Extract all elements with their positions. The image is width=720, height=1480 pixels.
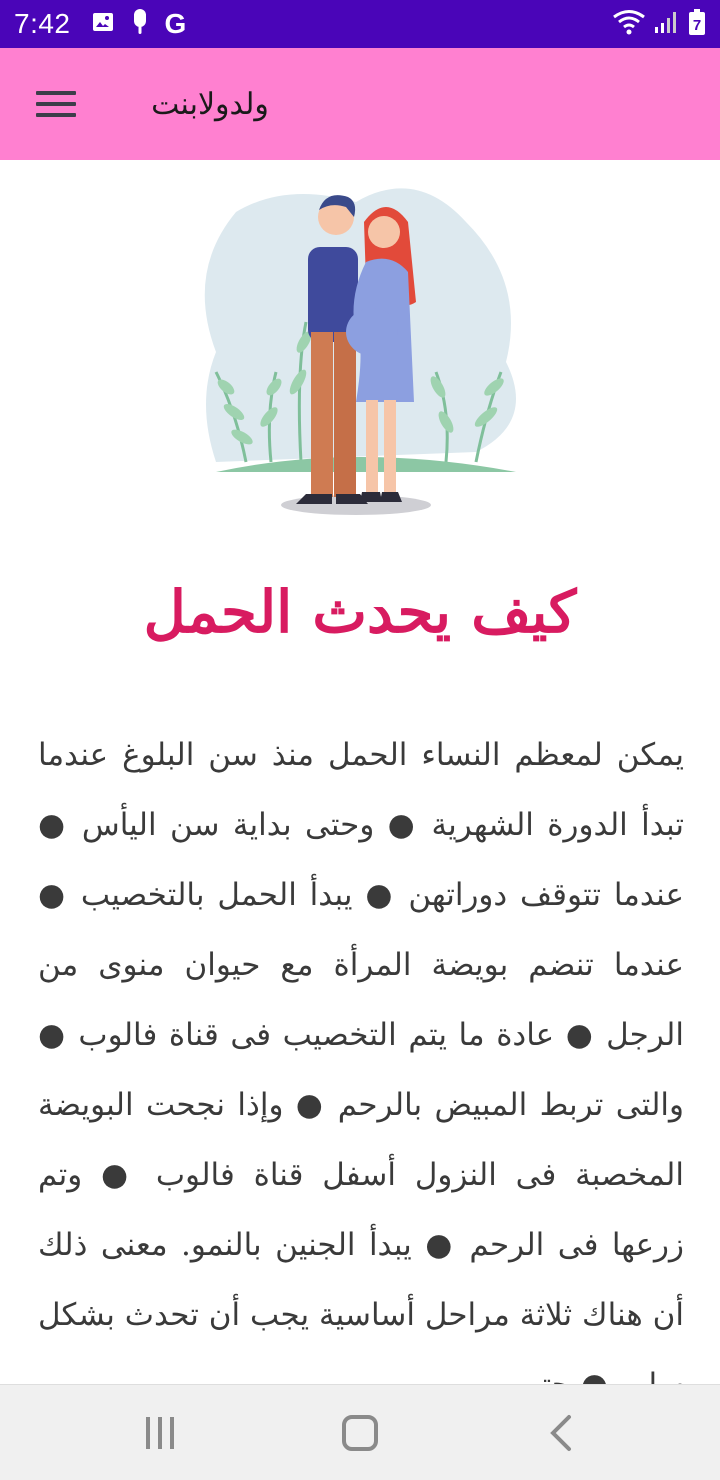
home-icon[interactable] (340, 1413, 380, 1453)
system-navigation-bar (0, 1384, 720, 1480)
g-notification-icon: G (164, 8, 187, 39)
app-title: ولدولابنت (151, 86, 269, 122)
image-icon (91, 10, 115, 38)
ice-cream-icon (131, 8, 149, 40)
back-icon[interactable] (542, 1413, 582, 1453)
page-title: كيف يحدث الحمل (143, 578, 577, 646)
signal-icon (654, 9, 680, 39)
hamburger-menu-icon[interactable] (36, 88, 76, 120)
pregnant-couple-illustration (176, 172, 546, 532)
status-notification-icons (91, 8, 187, 40)
wifi-icon (612, 9, 646, 39)
article-paragraph: يمكن لمعظم النساء الحمل منذ سن البلوغ عندما تبدأ الدورة الشهرية ● وحتى بداية سن اليأس ● عندما تتوقف دوراتهن ● يبدأ الحمل بالتخصيب ● عندما تنضم بويضة المرأة مع حيوان منوى من الرجل ● عادة ما يتم التخصيب فى قناة فالوب ● والتى تربط المبيض بالرحم ● وإذا نجحت البويضة المخصبة فى النزول أسفل قناة فالوب ● وتم زرعها فى الرحم ● يبدأ الجنين بالنمو. معنى ذلك أن هناك ثلاثة مراحل أساسية يجب أن تحدث بشكل (38, 737, 684, 1333)
recent-apps-icon[interactable] (140, 1413, 180, 1453)
status-bar (0, 0, 720, 48)
app-bar (0, 48, 720, 160)
battery-icon (688, 8, 706, 40)
status-system-icons (612, 8, 706, 40)
status-time: 7:42 (14, 8, 71, 39)
content-scroll[interactable] (0, 160, 720, 1384)
battery-level: 7 (692, 17, 702, 34)
